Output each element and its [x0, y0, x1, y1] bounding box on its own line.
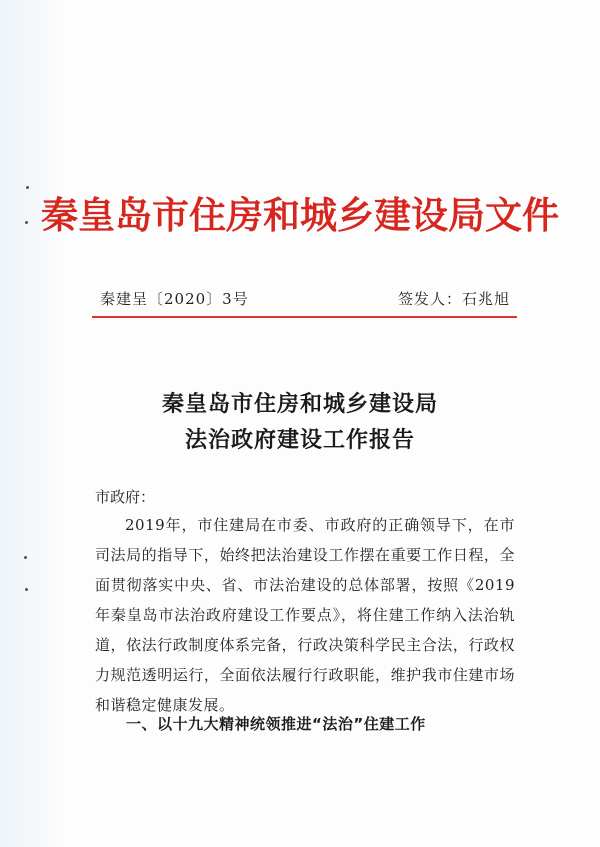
scan-speck: [25, 588, 28, 591]
scan-speck: [24, 556, 27, 559]
document-title-line-2: 法治政府建设工作报告: [184, 428, 415, 453]
document-title-line-1: 秦皇岛市住房和城乡建设局: [161, 392, 438, 417]
issuer-masthead: 秦皇岛市住房和城乡建设局文件: [41, 193, 559, 237]
body-paragraph: 2019年，市住建局在市委、市政府的正确领导下，在市司法局的指导下，始终把法治建设工作摆在重要工作日程，全面贯彻落实中央、省、市法治建设的总体部署，按照《2019年秦皇岛市法治政府建设工作要点》，将住建工作纳入法治轨道，依法行政制度体系完备，行政决策科学民主合法，行政权力规范透明运行，全面依法履行行政职能，维护我市住建市场和谐稳定健康发展。: [95, 516, 515, 714]
scan-speck: [26, 186, 29, 189]
signer-line: 签发人：石兆旭: [397, 290, 510, 308]
salutation: 市政府：: [95, 488, 156, 506]
section-heading: 一、以十九大精神统领推进“法治”住建工作: [126, 715, 426, 733]
document-number: 秦建呈〔2020〕3号: [100, 290, 249, 308]
red-separator-line: [92, 316, 517, 318]
